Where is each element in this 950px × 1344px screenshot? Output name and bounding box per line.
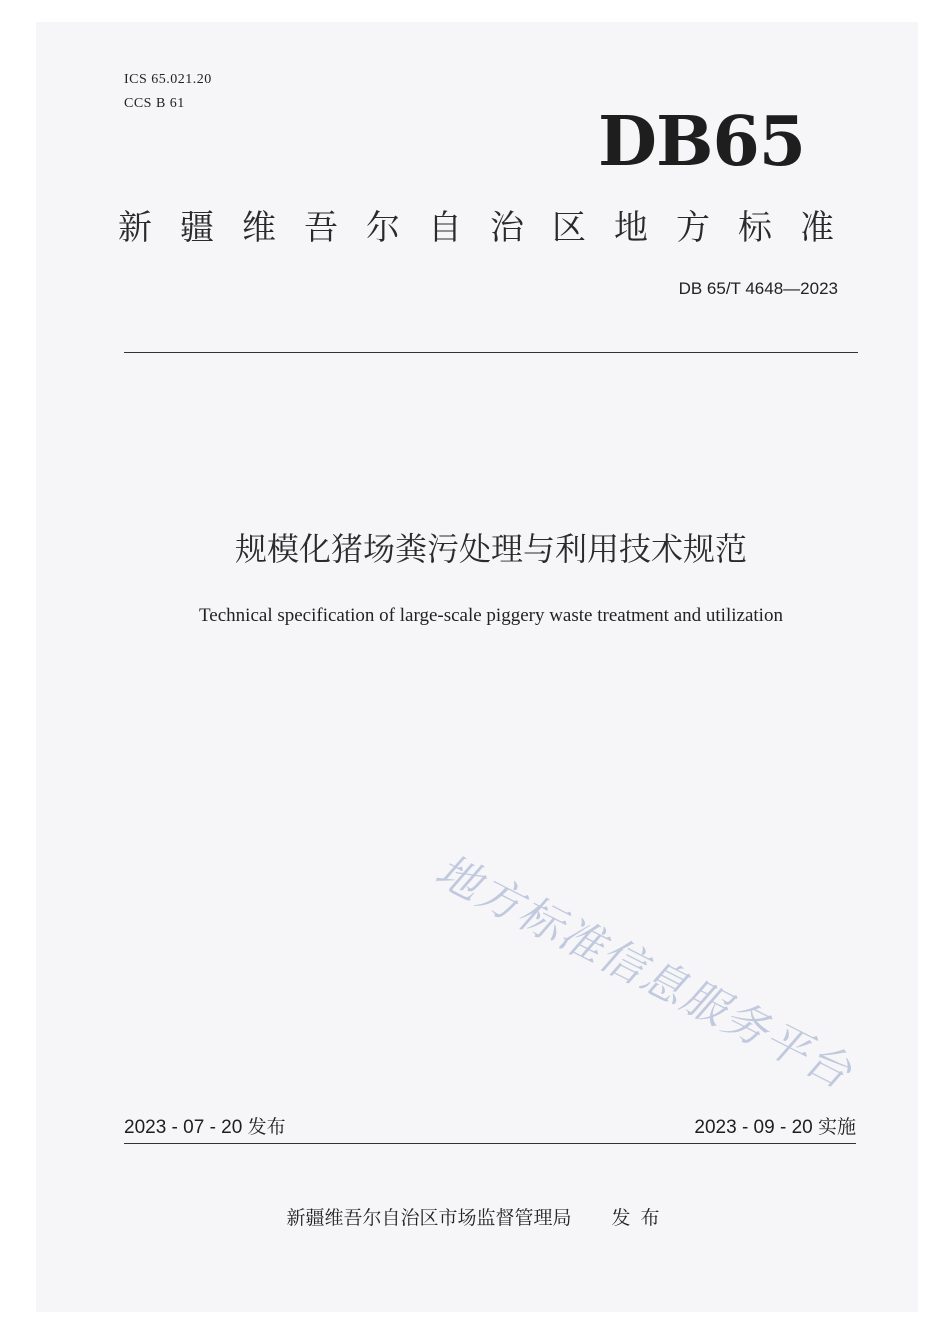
standard-number: DB 65/T 4648—2023	[678, 279, 838, 298]
title-english: Technical specification of large-scale piggery waste treatment and utilization	[199, 605, 783, 626]
issuer-line	[0, 1204, 950, 1232]
publish-date: 2023 - 07 - 20 发布	[124, 1117, 286, 1138]
ics-code: ICS 65.021.20	[124, 72, 212, 87]
title-chinese: 规模化猪场粪污处理与利用技术规范	[234, 530, 747, 568]
footer-divider	[124, 1143, 856, 1144]
issuer-action: 发布	[611, 1207, 670, 1229]
implement-date: 2023 - 09 - 20 实施	[694, 1117, 856, 1138]
header-divider	[124, 352, 858, 353]
standard-type: 新疆维吾尔自治区地方标准	[118, 208, 862, 248]
ccs-code: CCS B 61	[124, 96, 185, 111]
issuer-name: 新疆维吾尔自治区市场监督管理局	[286, 1207, 572, 1229]
db65-logo: DB65	[598, 102, 806, 182]
watermark: 地方标准信息服务平台	[427, 845, 861, 1100]
